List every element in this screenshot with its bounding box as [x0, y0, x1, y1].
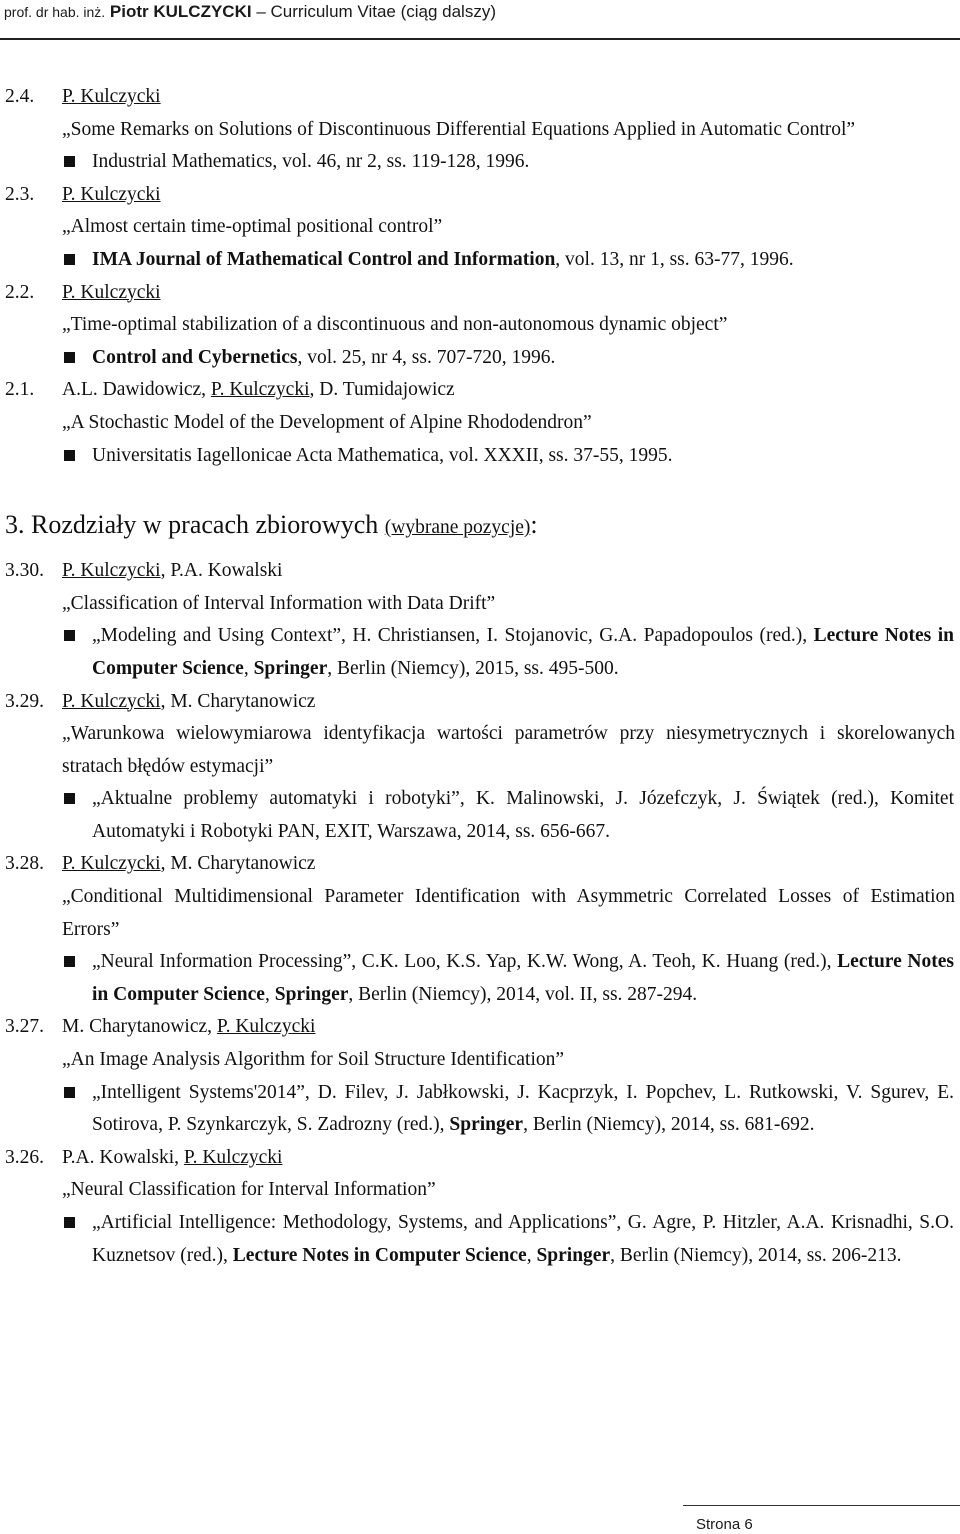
entry-title: „Some Remarks on Solutions of Discontinuous Differential Equations Applied in Automatic Control”	[62, 118, 856, 140]
publication-entry	[5, 277, 955, 375]
author-highlight: P. Kulczycki	[62, 690, 161, 712]
entry-authors	[5, 848, 955, 881]
entry-title: „An Image Analysis Algorithm for Soil Structure Identification”	[62, 1049, 565, 1071]
entry-title: „Conditional Multidimensional Parameter Identification with Asymmetric Correlated Losses of Estimation Errors”	[62, 886, 955, 940]
header-divider	[0, 38, 960, 40]
authors-text: M. Charytanowicz,	[62, 1016, 217, 1038]
author-highlight: P. Kulczycki	[62, 560, 161, 582]
entry-authors	[5, 1011, 955, 1044]
publication-entry	[5, 374, 955, 472]
author-highlight: P. Kulczycki	[62, 281, 161, 303]
source-details: , Berlin (Niemcy), 2014, ss. 681-692.	[523, 1114, 815, 1136]
entry-authors	[5, 179, 955, 212]
source-text: „Aktualne problemy automatyki i robotyki”, K. Malinowski, J. Józefczyk, J. Świątek (red.), Komitet Automatyki i Robotyki PAN, EXIT, Warszawa, 2014, ss. 656-667.	[92, 788, 954, 842]
entry-source	[5, 620, 955, 685]
bullet-icon	[64, 793, 75, 804]
entry-number: 2.1.	[5, 379, 35, 401]
bullet-icon	[64, 1087, 75, 1098]
publication-entry	[5, 1142, 955, 1272]
bullet-icon	[64, 630, 75, 641]
source-sep: ,	[243, 657, 254, 679]
entry-authors	[5, 1142, 955, 1175]
entry-source	[5, 342, 955, 375]
section-title: 3. Rozdziały w pracach zbiorowych	[5, 510, 379, 540]
author-highlight: P. Kulczycki	[62, 853, 161, 875]
entry-number: 3.27.	[5, 1016, 44, 1038]
bullet-icon	[64, 352, 75, 363]
entry-authors	[5, 277, 955, 310]
source-publisher: Springer	[449, 1114, 524, 1136]
entry-source	[5, 1207, 955, 1272]
source-details: , vol. 13, nr 1, ss. 63-77, 1996.	[555, 248, 794, 270]
entry-title: „A Stochastic Model of the Development of Alpine Rhododendron”	[62, 411, 592, 433]
bullet-icon	[64, 254, 75, 265]
source-series: Lecture Notes in Computer Science	[232, 1244, 527, 1266]
bullet-icon	[64, 1217, 75, 1228]
entry-number: 3.29.	[5, 690, 44, 712]
page-header	[4, 2, 496, 24]
authors-text: , D. Tumidajowicz	[309, 379, 455, 401]
page-number: Strona 6	[696, 1516, 753, 1533]
author-highlight: P. Kulczycki	[62, 183, 161, 205]
source-journal: IMA Journal of Mathematical Control and Information	[92, 248, 556, 270]
source-text: „Neural Information Processing”, C.K. Loo, K.S. Yap, K.W. Wong, A. Teoh, K. Huang (red.),	[92, 951, 838, 973]
entry-number: 3.28.	[5, 853, 44, 875]
entry-authors	[5, 81, 955, 114]
header-author-name: Piotr KULCZYCKI	[109, 2, 252, 21]
author-highlight: P. Kulczycki	[210, 379, 310, 401]
authors-text: , P.A. Kowalski	[160, 560, 283, 582]
section-heading	[5, 509, 955, 544]
bullet-icon	[64, 956, 75, 967]
bullet-icon	[64, 156, 75, 167]
entry-number: 2.3.	[5, 183, 35, 205]
source-details: , Berlin (Niemcy), 2014, ss. 206-213.	[610, 1244, 902, 1266]
entry-number: 2.2.	[5, 281, 35, 303]
authors-text: , M. Charytanowicz	[160, 853, 316, 875]
source-text: „Modeling and Using Context”, H. Christiansen, I. Stojanovic, G.A. Papadopoulos (red.),	[92, 625, 814, 647]
authors-text: , M. Charytanowicz	[160, 690, 316, 712]
source-details: , vol. 25, nr 4, ss. 707-720, 1996.	[297, 346, 556, 368]
section-subtitle: (wybrane pozycje)	[384, 517, 531, 539]
source-text: „Artificial Intelligence: Methodology, Systems, and Applications”, G. Agre, P. Hitzler, A.A. Krisnadhi, S.O. Kuznetsov (red.),	[92, 1212, 954, 1266]
authors-text: P.A. Kowalski,	[62, 1146, 184, 1168]
source-publisher: Springer	[253, 657, 328, 679]
section-colon: :	[530, 510, 538, 540]
source-journal: Control and Cybernetics	[92, 346, 298, 368]
entry-source	[5, 1077, 955, 1142]
entry-title: „Almost certain time-optimal positional control”	[62, 216, 443, 238]
bullet-icon	[64, 450, 75, 461]
author-highlight: P. Kulczycki	[183, 1146, 283, 1168]
author-highlight: P. Kulczycki	[216, 1016, 316, 1038]
header-title-prefix: prof. dr hab. inż.	[4, 4, 106, 20]
entry-authors	[5, 555, 955, 588]
entry-authors	[5, 686, 955, 719]
source-series: Lecture Notes in Computer Science	[92, 951, 954, 1005]
publication-entry	[5, 555, 955, 685]
cv-content	[5, 81, 955, 1272]
source-publisher: Springer	[274, 983, 349, 1005]
entry-number: 3.30.	[5, 560, 44, 582]
entry-source	[5, 783, 955, 848]
entry-number: 2.4.	[5, 86, 35, 107]
source-details: , Berlin (Niemcy), 2014, vol. II, ss. 287-294.	[348, 983, 698, 1005]
publication-entry	[5, 1011, 955, 1141]
entry-number: 3.26.	[5, 1146, 44, 1168]
authors-text: A.L. Dawidowicz,	[62, 379, 211, 401]
entry-title: „Classification of Interval Information with Data Drift”	[62, 592, 496, 614]
entry-source	[5, 946, 955, 1011]
publication-entry	[5, 179, 955, 277]
publication-entry	[5, 686, 955, 849]
source-sep: ,	[264, 983, 275, 1005]
publication-entry	[5, 848, 955, 1011]
source-text: Industrial Mathematics, vol. 46, nr 2, ss. 119-128, 1996.	[92, 151, 530, 173]
entry-title: „Neural Classification for Interval Information”	[62, 1179, 436, 1201]
source-sep: ,	[526, 1244, 537, 1266]
header-dash: –	[256, 2, 266, 21]
entry-source	[5, 244, 955, 277]
source-text: Universitatis Iagellonicae Acta Mathematica, vol. XXXII, ss. 37-55, 1995.	[92, 444, 673, 466]
entry-authors	[5, 374, 955, 407]
entry-source	[5, 146, 955, 179]
author-highlight: P. Kulczycki	[62, 86, 161, 107]
publication-entry	[5, 81, 955, 179]
entry-title: „Time-optimal stabilization of a discontinuous and non-autonomous dynamic object”	[62, 314, 728, 336]
footer-divider	[683, 1505, 960, 1506]
source-details: , Berlin (Niemcy), 2015, ss. 495-500.	[327, 657, 619, 679]
entry-source	[5, 440, 955, 473]
source-series: Lecture Notes in Computer Science	[92, 625, 954, 679]
entry-title: „Warunkowa wielowymiarowa identyfikacja wartości parametrów przy niesymetrycznych i skorelowanych stratach błędów estymacji”	[62, 723, 955, 777]
source-publisher: Springer	[536, 1244, 611, 1266]
header-doc-title: Curriculum Vitae (ciąg dalszy)	[270, 2, 496, 21]
source-text: „Intelligent Systems'2014”, D. Filev, J. Jabłkowski, J. Kacprzyk, I. Popchev, L. Rutkowski, V. Sgurev, E. Sotirova, P. Szynkarczyk, S. Zadrozny (red.),	[92, 1081, 954, 1136]
